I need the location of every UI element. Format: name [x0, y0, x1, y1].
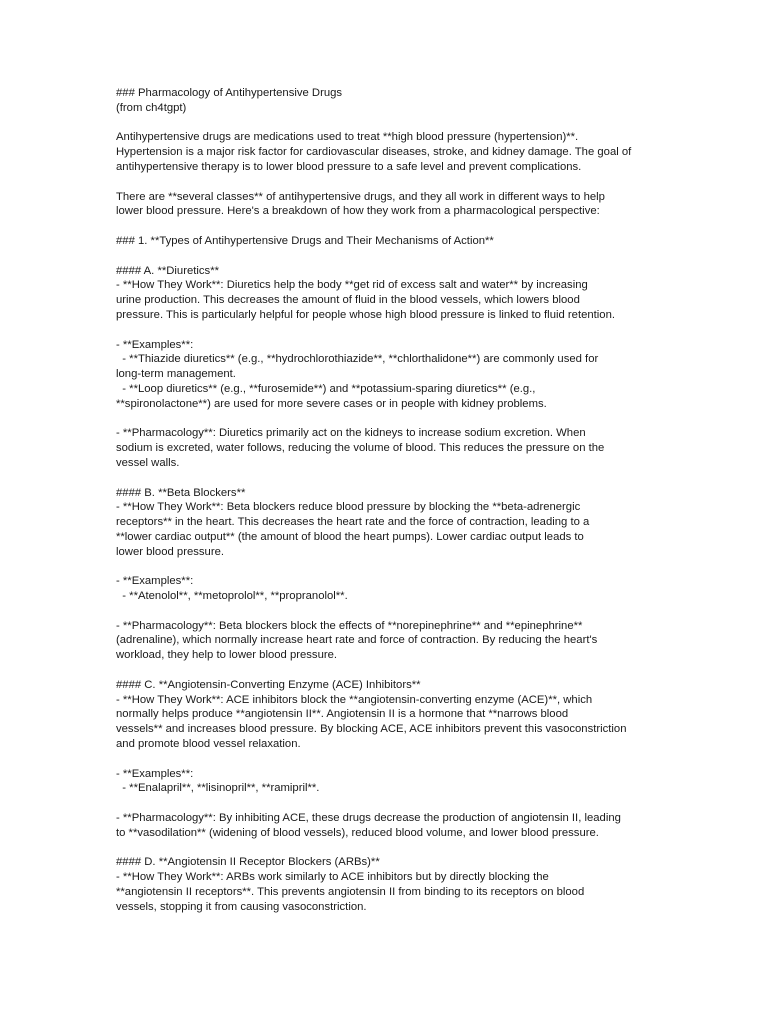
- paragraph-line: lower blood pressure. Here's a breakdown of how they work from a pharmacological perspective:: [116, 205, 600, 218]
- intro-paragraph: [116, 130, 656, 174]
- paragraph-line: Antihypertensive drugs are medications used to treat **high blood pressure (hypertension)**.: [116, 131, 579, 144]
- paragraph-line: vessel walls.: [116, 456, 180, 469]
- ace-inhibitors-section: [116, 678, 656, 841]
- spacer: [116, 412, 656, 427]
- document-body: [116, 86, 656, 915]
- beta-blockers-section: [116, 486, 656, 664]
- paragraph-line: - **Atenolol**, **metoprolol**, **propranolol**.: [116, 590, 348, 603]
- diuretics-section: [116, 264, 656, 471]
- subsection-heading: #### B. **Beta Blockers**: [116, 486, 246, 499]
- paragraph-line: to **vasodilation** (widening of blood vessels), reduced blood volume, and lower blood pressure.: [116, 826, 599, 839]
- paragraph-line: - **Enalapril**, **lisinopril**, **ramipril**.: [116, 782, 320, 795]
- paragraph-line: (adrenaline), which normally increase heart rate and force of contraction. By reducing the heart's: [116, 634, 598, 647]
- spacer: [116, 471, 656, 486]
- paragraph-line: normally helps produce **angiotensin II**. Angiotensin II is a hormone that **narrows blood: [116, 708, 569, 721]
- paragraph-line: - **Pharmacology**: Beta blockers block the effects of **norepinephrine** and **epinephrine**: [116, 619, 583, 632]
- paragraph-line: vessels, stopping it from causing vasoconstriction.: [116, 900, 367, 913]
- spacer: [116, 796, 656, 811]
- paragraph-line: workload, they help to lower blood pressure.: [116, 649, 338, 662]
- paragraph-line: - **How They Work**: Diuretics help the body **get rid of excess salt and water** by increasing: [116, 279, 588, 292]
- paragraph-line: **spironolactone**) are used for more severe cases or in people with kidney problems.: [116, 397, 547, 410]
- paragraph-line: antihypertensive therapy is to lower blood pressure to a safe level and prevent complications.: [116, 160, 582, 173]
- paragraph-line: - **How They Work**: ARBs work similarly to ACE inhibitors but by directly blocking the: [116, 871, 549, 884]
- paragraph-line: Hypertension is a major risk factor for cardiovascular diseases, stroke, and kidney damage. The goal of: [116, 146, 632, 159]
- subsection-heading: #### A. **Diuretics**: [116, 264, 219, 277]
- spacer: [116, 116, 656, 131]
- paragraph-line: - **Loop diuretics** (e.g., **furosemide**) and **potassium-sparing diuretics** (e.g.,: [116, 382, 536, 395]
- paragraph-line: There are **several classes** of antihypertensive drugs, and they all work in different ways to help: [116, 190, 605, 203]
- paragraph-line: - **Examples**:: [116, 767, 194, 780]
- document-title: ### Pharmacology of Antihypertensive Drugs: [116, 87, 343, 99]
- paragraph-line: and promote blood vessel relaxation.: [116, 738, 301, 751]
- subsection-heading: #### C. **Angiotensin-Converting Enzyme (ACE) Inhibitors**: [116, 678, 421, 691]
- paragraph-line: **lower cardiac output** (the amount of blood the heart pumps). Lower cardiac output leads to: [116, 530, 584, 543]
- paragraph-line: - **Examples**:: [116, 575, 194, 588]
- spacer: [116, 323, 656, 338]
- spacer: [116, 249, 656, 264]
- paragraph-line: - **How They Work**: Beta blockers reduce blood pressure by blocking the **beta-adrenergic: [116, 501, 581, 514]
- spacer: [116, 560, 656, 575]
- subsection-heading: #### D. **Angiotensin II Receptor Blockers (ARBs)**: [116, 856, 380, 869]
- paragraph-line: pressure. This is particularly helpful for people whose high blood pressure is linked to fluid retention.: [116, 308, 616, 321]
- section-heading: ### 1. **Types of Antihypertensive Drugs and Their Mechanisms of Action**: [116, 234, 494, 247]
- spacer: [116, 752, 656, 767]
- paragraph-line: - **Pharmacology**: By inhibiting ACE, these drugs decrease the production of angiotensin II, leading: [116, 812, 621, 825]
- spacer: [116, 175, 656, 190]
- paragraph-line: **angiotensin II receptors**. This prevents angiotensin II from binding to its receptors on blood: [116, 886, 585, 899]
- paragraph-line: long-term management.: [116, 368, 236, 381]
- paragraph-line: - **How They Work**: ACE inhibitors block the **angiotensin-converting enzyme (ACE)**, which: [116, 693, 593, 706]
- arbs-section: [116, 855, 656, 914]
- paragraph-line: - **Examples**:: [116, 338, 194, 351]
- spacer: [116, 219, 656, 234]
- classes-intro-paragraph: [116, 190, 656, 220]
- document-source: (from ch4tgpt): [116, 101, 187, 114]
- paragraph-line: urine production. This decreases the amount of fluid in the blood vessels, which lowers blood: [116, 294, 580, 307]
- spacer: [116, 841, 656, 856]
- paragraph-line: - **Pharmacology**: Diuretics primarily act on the kidneys to increase sodium excretion. When: [116, 427, 586, 440]
- paragraph-line: - **Thiazide diuretics** (e.g., **hydrochlorothiazide**, **chlorthalidone**) are commonly used for: [116, 353, 599, 366]
- spacer: [116, 604, 656, 619]
- spacer: [116, 663, 656, 678]
- paragraph-line: sodium is excreted, water follows, reducing the volume of blood. This reduces the pressure on the: [116, 442, 605, 455]
- paragraph-line: receptors** in the heart. This decreases the heart rate and the force of contraction, leading to a: [116, 516, 590, 529]
- paragraph-line: vessels** and increases blood pressure. By blocking ACE, ACE inhibitors prevent this vasoconstriction: [116, 723, 627, 736]
- paragraph-line: lower blood pressure.: [116, 545, 225, 558]
